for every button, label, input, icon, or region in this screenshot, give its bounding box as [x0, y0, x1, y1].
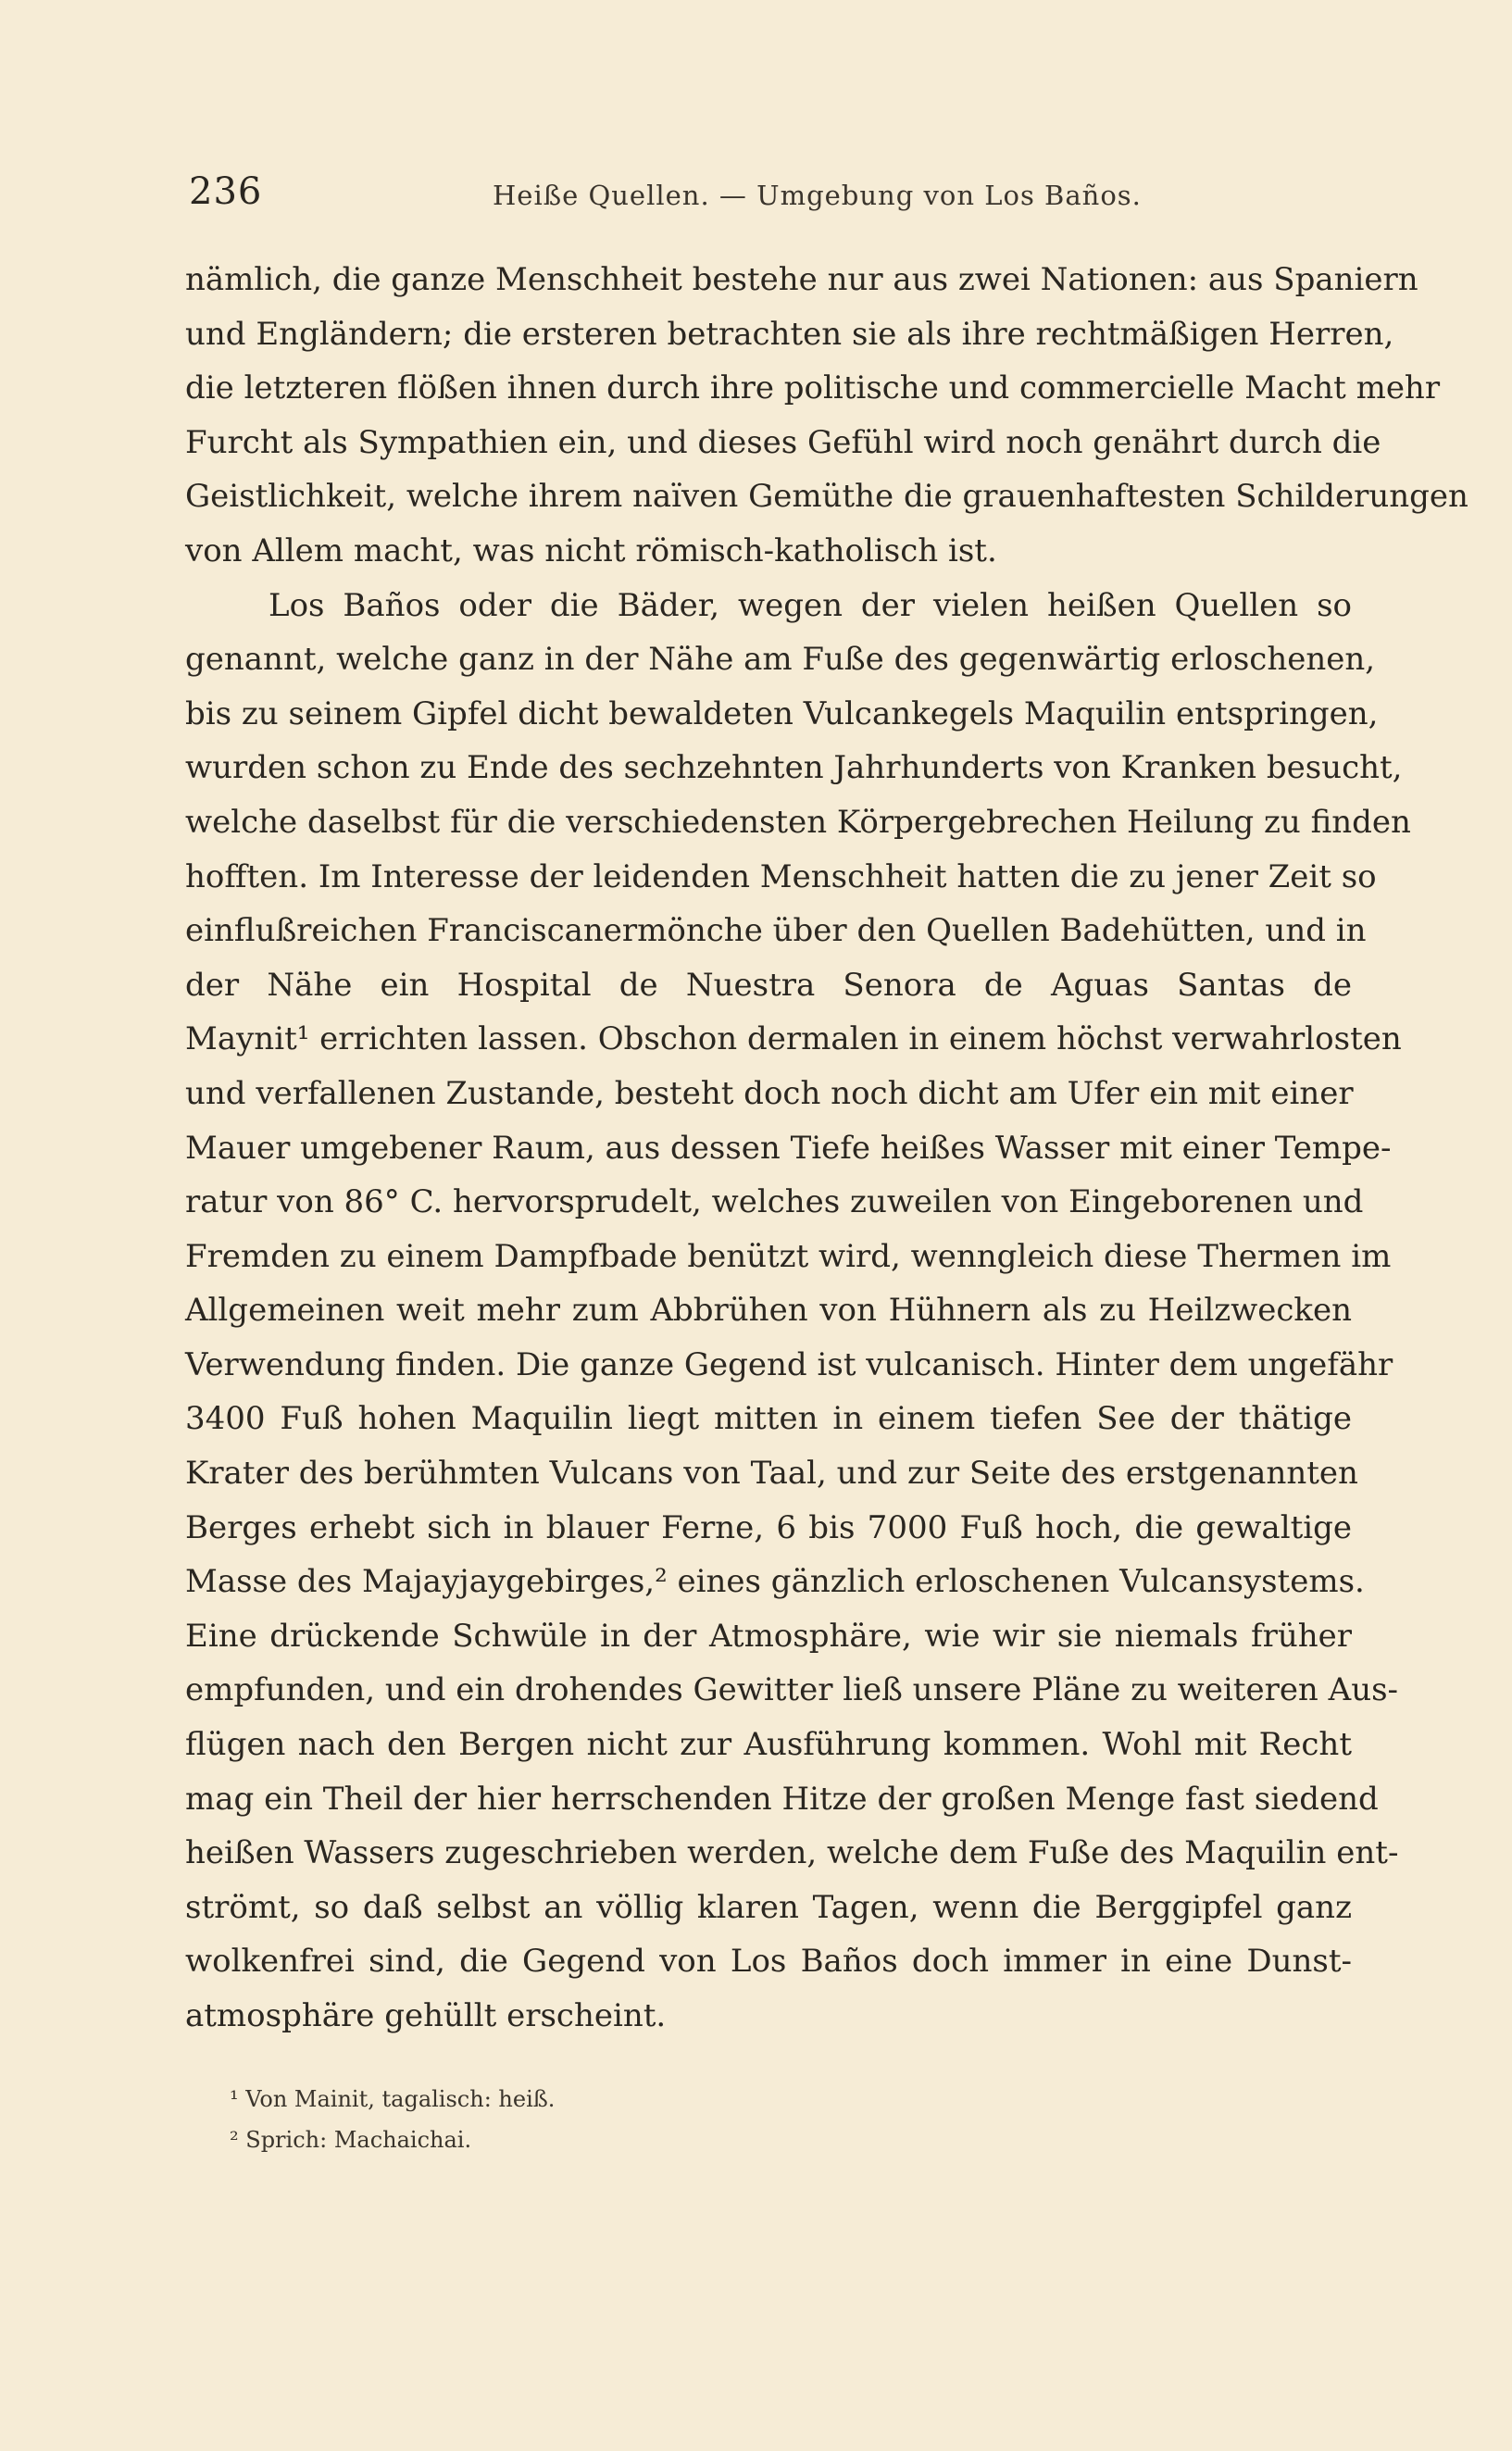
text-line: von Allem macht, was nicht römisch-katholisch ist. [185, 531, 997, 569]
text-line: strömt, so daß selbst an völlig klaren Tagen, wenn die Berggipfel ganz [185, 1888, 1352, 1926]
text-line: empfunden, und ein drohendes Gewitter ließ unsere Pläne zu weiteren Aus- [185, 1671, 1399, 1709]
text-line: Masse des Majayjaygebirges,² eines gänzlich erloschenen Vulcansystems. [185, 1563, 1365, 1601]
text-line: die letzteren flößen ihnen durch ihre politische und commercielle Macht mehr [185, 369, 1441, 407]
main-text [185, 253, 1468, 2044]
text-line: ratur von 86° C. hervorsprudelt, welches zuweilen von Eingeborenen und [185, 1183, 1364, 1221]
text-line: Krater des berühmten Vulcans von Taal, und zur Seite des erstgenannten [185, 1455, 1358, 1493]
text-line: flügen nach den Bergen nicht zur Ausführung kommen. Wohl mit Recht [185, 1726, 1352, 1764]
text-line: der Nähe ein Hospital de Nuestra Senora de Aguas Santas de [185, 966, 1352, 1004]
text-line: wolkenfrei sind, die Gegend von Los Baños doch immer in eine Dunst- [185, 1943, 1352, 1981]
text-line: bis zu seinem Gipfel dicht bewaldeten Vulcankegels Maquilin entspringen, [185, 694, 1379, 732]
text-line: hofften. Im Interesse der leidenden Menschheit hatten die zu jener Zeit so [185, 857, 1377, 895]
text-line: Verwendung finden. Die ganze Gegend ist vulcanisch. Hinter dem ungefähr [185, 1345, 1393, 1383]
text-line: nämlich, die ganze Menschheit bestehe nur aus zwei Nationen: aus Spaniern [185, 261, 1418, 298]
text-line: Eine drückende Schwüle in der Atmosphäre, wie wir sie niemals früher [185, 1617, 1352, 1655]
text-line: 3400 Fuß hohen Maquilin liegt mitten in einem tiefen See der thätige [185, 1400, 1352, 1438]
text-line: und verfallenen Zustande, besteht doch noch dicht am Ufer ein mit einer [185, 1074, 1354, 1112]
text-line: Fremden zu einem Dampfbade benützt wird, wenngleich diese Thermen im [185, 1237, 1392, 1275]
text-line: wurden schon zu Ende des sechzehnten Jahrhunderts von Kranken besucht, [185, 749, 1403, 787]
text-line: Maynit¹ errichten lassen. Obschon dermalen in einem höchst verwahrlosten [185, 1020, 1402, 1058]
text-line: atmosphäre gehüllt erscheint. [185, 1997, 667, 2034]
running-head: Heiße Quellen. — Umgebung von Los Baños. [493, 180, 1142, 211]
footnote: ² Sprich: Machaichai. [230, 2127, 472, 2153]
page-number: 236 [189, 170, 263, 213]
text-line: Furcht als Sympathien ein, und dieses Gefühl wird noch genährt durch die [185, 423, 1381, 461]
text-line: Geistlichkeit, welche ihrem naïven Gemüthe die grauenhaftesten Schilderungen [185, 478, 1468, 516]
text-line: und Engländern; die ersteren betrachten sie als ihre rechtmäßigen Herren, [185, 315, 1394, 353]
footnote: ¹ Von Mainit, tagalisch: heiß. [230, 2086, 556, 2112]
text-line: Allgemeinen weit mehr zum Abbrühen von Hühnern als zu Heilzwecken [185, 1292, 1352, 1330]
text-line: welche daselbst für die verschiedensten Körpergebrechen Heilung zu finden [185, 803, 1411, 841]
text-line: heißen Wassers zugeschrieben werden, welche dem Fuße des Maquilin ent- [185, 1834, 1399, 1872]
text-line: Mauer umgebener Raum, aus dessen Tiefe heißes Wasser mit einer Tempe- [185, 1129, 1392, 1167]
text-line: einflußreichen Franciscanermönche über den Quellen Badehütten, und in [185, 912, 1367, 950]
text-line: Berges erhebt sich in blauer Ferne, 6 bis 7000 Fuß hoch, die gewaltige [185, 1508, 1352, 1546]
text-line: genannt, welche ganz in der Nähe am Fuße des gegenwärtig erloschenen, [185, 641, 1376, 679]
text-line: Los Baños oder die Bäder, wegen der vielen heißen Quellen so [269, 586, 1352, 624]
footnotes [230, 2079, 1156, 2160]
text-line: mag ein Theil der hier herrschenden Hitze der großen Menge fast siedend [185, 1780, 1379, 1818]
page-header [189, 170, 1393, 217]
